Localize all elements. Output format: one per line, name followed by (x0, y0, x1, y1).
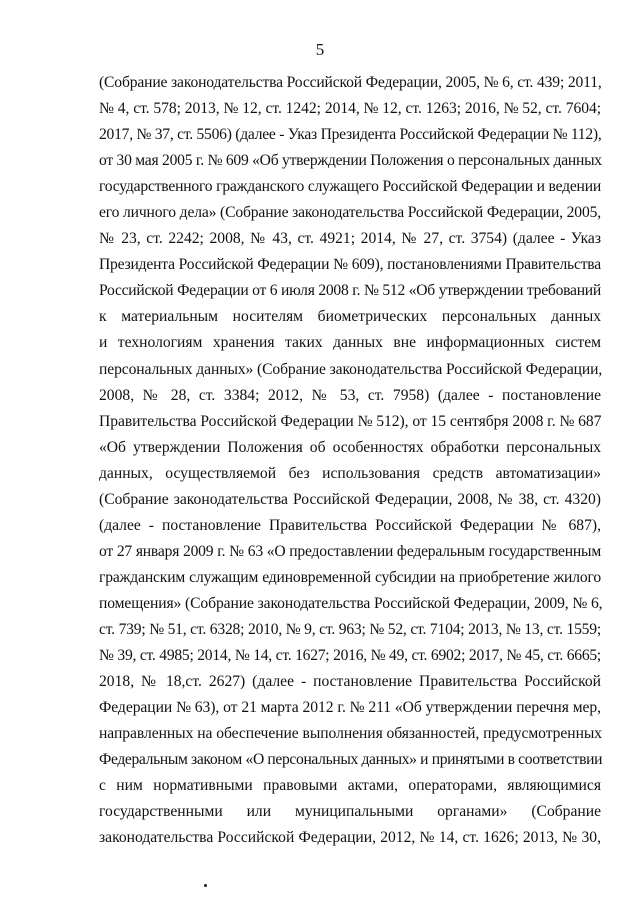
text-line-15: «Об утверждении Положения об особенностях обработки персональных (99, 438, 601, 456)
text-line-18: (далее - постановление Правительства Российской Федерации № 687), (99, 516, 601, 534)
text-line-26: направленных на обеспечение выполнения обязанностей, предусмотренных (99, 725, 603, 743)
text-line-30: законодательства Российской Федерации, 2012, № 14, ст. 1626; 2013, № 30, (99, 829, 601, 847)
text-line-24: 2018, № 18,ст. 2627) (далее - постановление Правительства Российской (99, 673, 601, 691)
text-line-21: помещения» (Собрание законодательства Российской Федерации, 2009, № 6, (99, 594, 603, 612)
text-line-7: № 23, ст. 2242; 2008, № 43, ст. 4921; 2014, № 27, ст. 3754) (далее - Указ (99, 230, 601, 248)
text-line-20: гражданским служащим единовременной субсидии на приобретение жилого (99, 568, 601, 586)
text-line-27: Федеральным законом «О персональных данных» и принятыми в соответствии (99, 751, 603, 769)
text-line-10: к материальным носителям биометрических персональных данных (99, 308, 601, 326)
text-line-9: Российской Федерации от 6 июля 2008 г. № 512 «Об утверждении требований (99, 282, 601, 300)
text-line-25: Федерации № 63), от 21 марта 2012 г. № 211 «Об утверждении перечня мер, (99, 699, 601, 717)
scan-speck (204, 884, 207, 887)
text-line-6: его личного дела» (Собрание законодательства Российской Федерации, 2005, (99, 204, 601, 222)
text-line-19: от 27 января 2009 г. № 63 «О предоставлении федеральным государственным (99, 542, 601, 560)
text-line-22: ст. 739; № 51, ст. 6328; 2010, № 9, ст. 963; № 52, ст. 7104; 2013, № 13, ст. 1559; (99, 620, 601, 638)
body-text (99, 70, 601, 851)
text-line-14: Правительства Российской Федерации № 512), от 15 сентября 2008 г. № 687 (99, 412, 602, 430)
text-line-23: № 39, ст. 4985; 2014, № 14, ст. 1627; 2016, № 49, ст. 6902; 2017, № 45, ст. 6665; (99, 647, 601, 665)
text-line-3: 2017, № 37, ст. 5506) (далее - Указ Президента Российской Федерации № 112), (99, 126, 602, 144)
text-line-4: от 30 мая 2005 г. № 609 «Об утверждении Положения о персональных данных (99, 152, 602, 170)
text-line-11: и технологиям хранения таких данных вне информационных систем (99, 334, 601, 352)
text-line-28: с ним нормативными правовыми актами, операторами, являющимися (99, 777, 601, 795)
text-line-2: № 4, ст. 578; 2013, № 12, ст. 1242; 2014, № 12, ст. 1263; 2016, № 52, ст. 7604; (99, 100, 601, 118)
page-number: 5 (315, 40, 325, 59)
text-line-5: государственного гражданского служащего Российской Федерации и ведении (99, 178, 601, 196)
text-line-29: государственными или муниципальными органами» (Собрание (99, 803, 601, 821)
text-line-1: (Собрание законодательства Российской Федерации, 2005, № 6, ст. 439; 2011, (99, 74, 602, 91)
text-line-16: данных, осуществляемой без использования средств автоматизации» (99, 464, 601, 482)
text-line-8: Президента Российской Федерации № 609), постановлениями Правительства (99, 256, 601, 274)
text-line-12: персональных данных» (Собрание законодательства Российской Федерации, (99, 360, 603, 378)
text-line-17: (Собрание законодательства Российской Федерации, 2008, № 38, ст. 4320) (99, 490, 601, 508)
text-line-13: 2008, № 28, ст. 3384; 2012, № 53, ст. 7958) (далее - постановление (99, 386, 601, 404)
